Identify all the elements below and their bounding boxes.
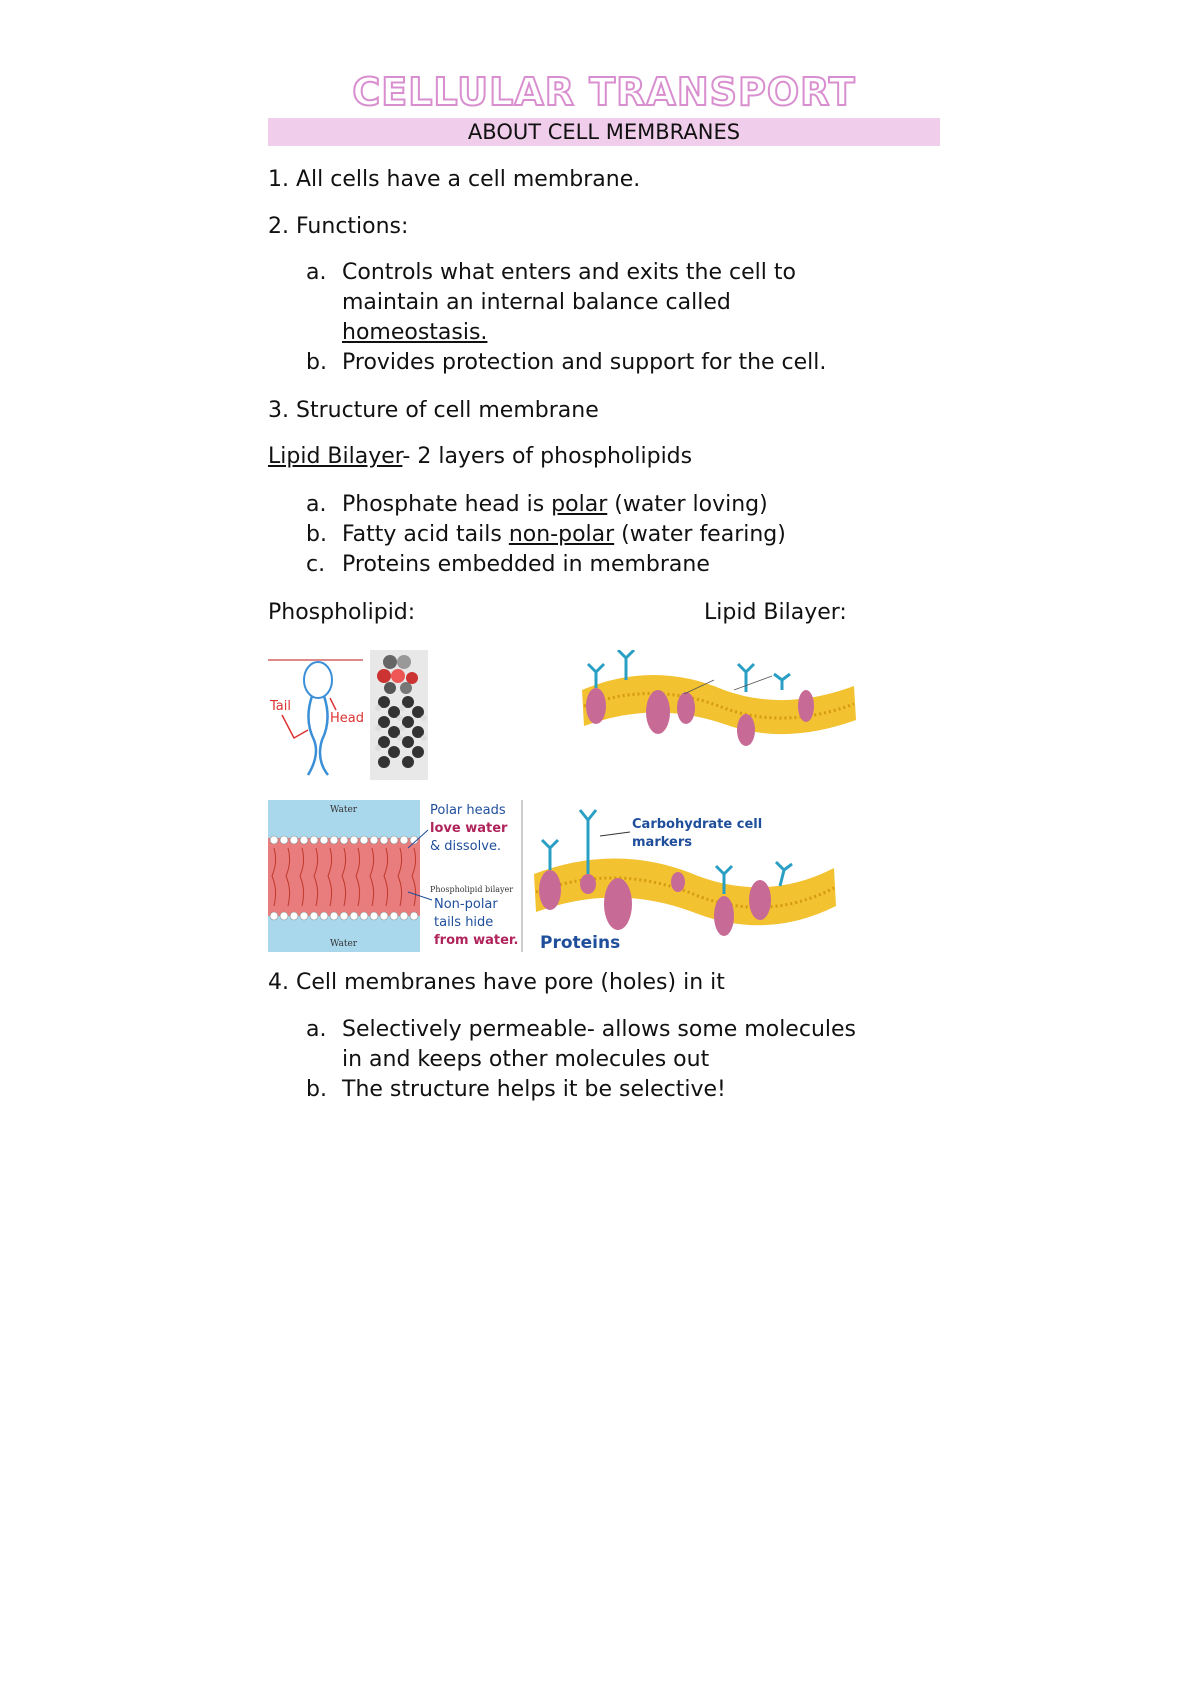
polar-nonpolar-diagram <box>268 800 524 952</box>
struct-b-text <box>342 520 786 550</box>
pore-a-line-2: in and keeps other molecules out <box>342 1047 710 1072</box>
head-label: Head <box>330 711 364 726</box>
love-water-label: love water <box>430 821 508 836</box>
func-a-line-2: maintain an internal balance called <box>342 290 731 315</box>
carbohydrate-label: Carbohydrate cell <box>632 817 763 832</box>
struct-a-marker: a. <box>306 492 327 517</box>
item-4: 4. Cell membranes have pore (holes) in it <box>268 970 725 995</box>
polar-term: polar <box>551 492 608 517</box>
section-header-bar <box>268 118 940 146</box>
non-polar-label: Non-polar <box>434 897 498 912</box>
lipid-bilayer-illustration <box>574 650 860 768</box>
func-b-marker: b. <box>306 350 327 375</box>
tail-arrow-icon <box>282 715 308 738</box>
struct-b-after: (water fearing) <box>614 522 786 547</box>
polar-heads-label: Polar heads <box>430 803 506 818</box>
phospholipid-label: Phospholipid: <box>268 600 416 625</box>
head-arrow-icon <box>330 698 336 710</box>
tails-hide-label: tails hide <box>434 915 494 930</box>
item-2: 2. Functions: <box>268 214 409 239</box>
phospholipid-bilayer-label: Phospholipid bilayer <box>430 885 514 894</box>
molecule-model-image <box>370 650 428 780</box>
pore-b-marker: b. <box>306 1077 327 1102</box>
func-b-text: Provides protection and support for the cell. <box>342 350 827 375</box>
struct-c-text: Proteins embedded in membrane <box>342 552 710 577</box>
tail-label: Tail <box>270 699 291 714</box>
struct-a-before: Phosphate head is <box>342 492 552 517</box>
item-1: 1. All cells have a cell membrane. <box>268 167 641 192</box>
struct-b-marker: b. <box>306 522 327 547</box>
water-bottom-label: Water <box>330 939 358 949</box>
bilayer-label: Lipid Bilayer: <box>704 600 847 625</box>
proteins-label: Proteins <box>540 933 621 953</box>
phospholipid-diagram <box>268 650 368 780</box>
page-title: CELLULAR TRANSPORT <box>352 70 856 114</box>
dissolve-label: & dissolve. <box>430 839 502 854</box>
struct-a-text <box>342 490 768 520</box>
section-header-text: ABOUT CELL MEMBRANES <box>467 120 741 144</box>
non-polar-term: non-polar <box>508 522 615 547</box>
struct-b-before: Fatty acid tails <box>342 522 509 547</box>
func-a-line-1: Controls what enters and exits the cell to <box>342 260 796 285</box>
func-a-marker: a. <box>306 260 327 285</box>
pore-a-line-1: Selectively permeable- allows some molecules <box>342 1017 856 1042</box>
homeostasis-term: homeostasis. <box>342 320 488 345</box>
lipid-bilayer-term: Lipid Bilayer <box>268 444 403 469</box>
from-water-label: from water. <box>434 933 519 948</box>
struct-a-after: (water loving) <box>607 492 768 517</box>
lipid-bilayer-line <box>268 442 692 472</box>
lipid-bilayer-definition: - 2 layers of phospholipids <box>402 444 693 469</box>
pore-a-marker: a. <box>306 1017 327 1042</box>
water-top-label: Water <box>330 805 358 815</box>
markers-label: markers <box>632 835 692 850</box>
item-3: 3. Structure of cell membrane <box>268 398 599 423</box>
membrane-proteins-illustration <box>528 806 840 954</box>
pore-b-text: The structure helps it be selective! <box>342 1077 726 1102</box>
struct-c-marker: c. <box>306 552 326 577</box>
